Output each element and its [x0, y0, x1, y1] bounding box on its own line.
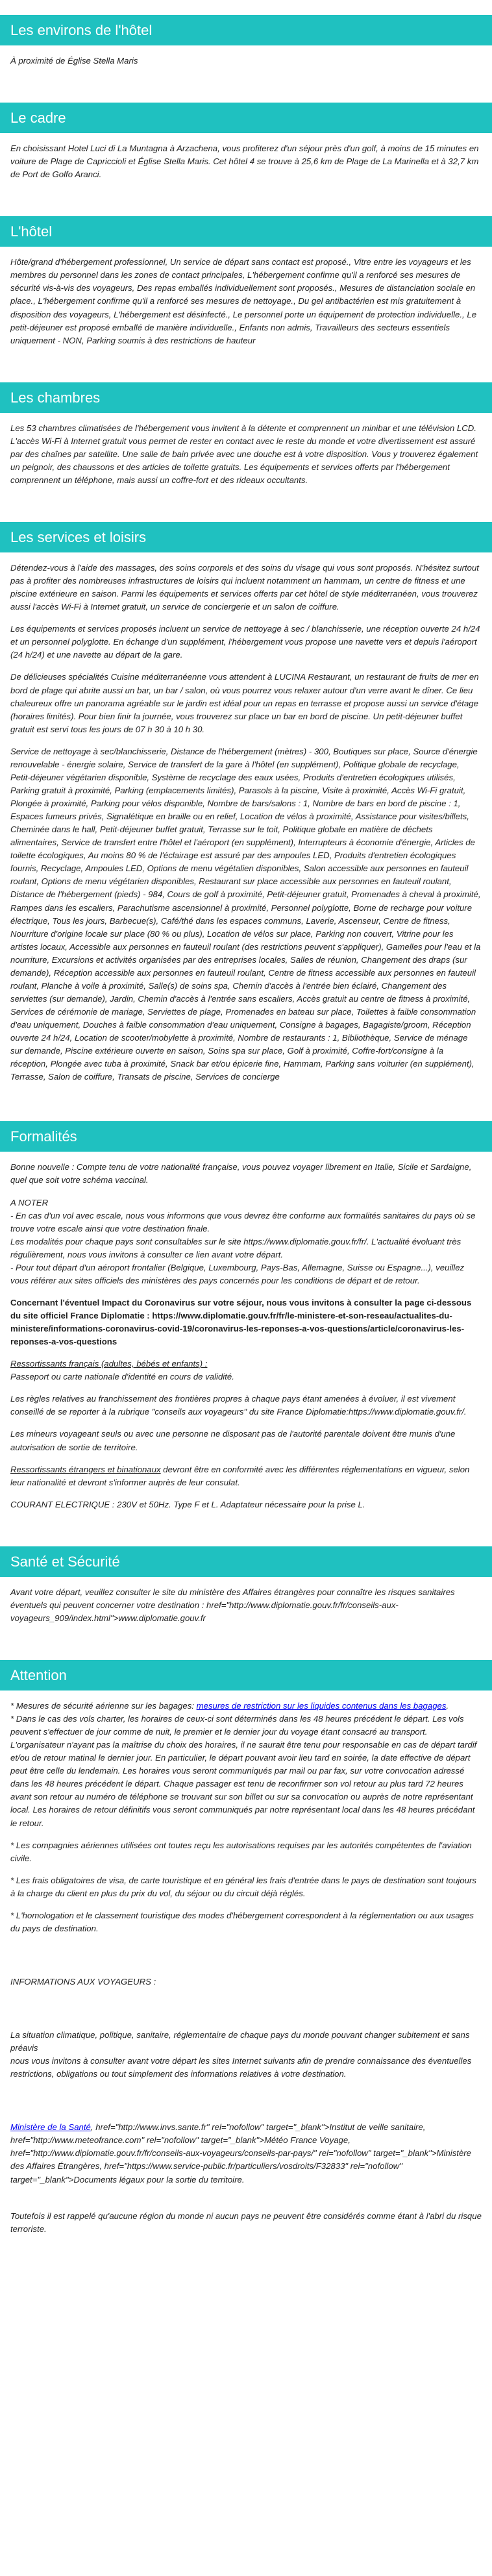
spacer — [10, 1944, 482, 1975]
info-links-text: , href="http://www.invs.sante.fr" rel="nofollow" target="_blank">Institut de veille sanitaire, href="http://www.meteofrance.com" rel="nofollow" target="_blank">Météo France Voyage, href="http://www.diplomatie.gouv.fr/fr/conseils-aux-voyageurs/conseils-par-pays/" rel="nofollow" target="_blank">Ministère des Affaires Étrangères, href="https://www.service-public.fr/particuliers/vosdroits/F32833" rel="nofollow" target="_blank">Documents légaux pour la sortie du territoire. — [10, 2122, 472, 2185]
section-cadre — [0, 103, 492, 216]
courant-text: COURANT ELECTRIQUE : 230V et 50Hz. Type F et L. Adaptateur nécessaire pour la prise L. — [10, 1499, 365, 1509]
spacer — [10, 2196, 482, 2210]
section-sante — [0, 1546, 492, 1660]
nota-line: Les modalités pour chaque pays sont consultables sur le site https://www.diplomatie.gouv.fr/fr/. L'actualité évoluant très régulièrement, nous vous invitons à consulter ce lien avant votre départ. — [10, 1236, 461, 1259]
section-chambres — [0, 382, 492, 522]
covid-notice: Concernant l'éventuel Impact du Coronavirus sur votre séjour, nous vous invitons à consulter la page ci-dessous du site officiel France Diplomatie : https://www.diplomatie.gouv.fr/fr/le-ministere-et-son-reseau/actualites-du-ministere/informations-coronavirus-covid-19/coronavirus-les-reponses-a-vos-questions/article/coronavirus-les-reponses-a-vos-questions — [10, 1297, 472, 1347]
section-heading-formalites: Formalités — [0, 1121, 492, 1152]
services-amenities-list: Service de nettoyage à sec/blanchisserie, Distance de l'hébergement (mètres) - 300, Boutiques sur place, Source d'énergie renouvelable - énergie solaire, Service de transfert de la gare à l'hôtel (en supplément), Politique globale de recyclage, Petit-déjeuner végétarien disponible, Système de recyclage des eaux usées, Produits d'entretien écologiques utilisés, Parking gratuit à proximité, Parking (emplacements limités), Parasols à la piscine, Visite à proximité, Accès Wi-Fi gratuit, Plongée à proximité, Parking pour vélos disponible, Nombre de bars/salons : 1, Nombre de bars en bord de piscine : 1, Espaces fumeurs privés, Signalétique en braille ou en relief, Location de vélos à proximité, Assistance pour visites/billets, Cheminée dans le hall, Petit-déjeuner buffet gratuit, Terrasse sur le toit, Politique globale en matière de déchets alimentaires, Service de transfert entre l'hôtel et l'aéroport (en supplément), Interrupteurs à économie d'énergie, Articles de toilette écologiques, Au moins 80 % de l'éclairage est assuré par des ampoules LED, Produits d'entretien écologiques fournis, Recyclage, Ampoules LED, Options de menu végétalien disponibles, Salon accessible aux personnes en fauteuil roulant, Options de menu végétarien disponibles, Restaurant sur place accessible aux personnes en fauteuil roulant, Distance de l'hébergement (pieds) - 984, Cours de golf à proximité, Petit-déjeuner gratuit, Promenades à cheval à proximité, Rampes dans les escaliers, Parachutisme ascensionnel à proximité, Personnel polyglotte, Borne de recharge pour voiture électrique, Tous les jours, Barbecue(s), Café/thé dans les espaces communs, Laverie, Ascenseur, Centre de fitness, Nourriture d'origine locale sur place (80 % ou plus), Location de vélos sur place, Parking non couvert, Vitrine pour les artistes locaux, Accessible aux personnes en fauteuil roulant (des restrictions peuvent s'appliquer), Gamelles pour l'eau et la nourriture, Excursions et activités organisées par des entreprises locales, Salles de réunion, Changement des draps (sur demande), Réception accessible aux personnes en fauteuil roulant, Centre de fitness accessible aux personnes en fauteuil roulant, Planche à voile à proximité, Salle(s) de soins spa, Chemin d'accès à l'entrée bien éclairé, Changement des serviettes (sur demande), Jardin, Chemin d'accès à l'entrée sans escaliers, Accès gratuit au centre de fitness à proximité, Services de cérémonie de mariage, Serviettes de plage, Promenades en bateau sur place, Toilettes à faible consommation d'eau uniquement, Douches à faible consommation d'eau uniquement, Consigne à bagages, Bagagiste/groom, Réception ouverte 24 h/24, Location de scooter/mobylette à proximité, Nombre de restaurants : 1, Bibliothèque, Service de ménage sur demande, Piscine extérieure ouverte en saison, Soins spa sur place, Golf à proximité, Coffre-fort/consigne à la réception, Plongée avec tuba à proximité, Snack bar et/ou épicerie fine, Hammam, Parking sans voiturier (en supplément), Terrasse, Salon de coiffure, Transats de piscine, Services de concierge — [10, 746, 481, 1082]
section-content — [0, 1690, 492, 2251]
nota-line: - En cas d'un vol avec escale, nous vous informons que vous devrez être conforme aux formalités sanitaires du pays où se trouve votre escale ainsi que votre destination finale. — [10, 1210, 476, 1233]
spacer — [10, 1998, 482, 2029]
spacer — [10, 2090, 482, 2121]
section-content — [0, 552, 492, 1121]
section-heading-sante: Santé et Sécurité — [0, 1546, 492, 1577]
section-services — [0, 522, 492, 1121]
hotel-text: Hôte/grand d'hébergement professionnel, Un service de départ sans contact est proposé., Vitre entre les voyageurs et les membres du personnel dans les zones de contact principales, L'hébergement confirme qu'il a renforcé ses mesures de sécurité vis-à-vis des voyageurs, Des repas emballés individuellement sont proposés., Mesures de distanciation sociale en place., L'hébergement confirme qu'il a renforcé ses mesures de nettoyage., Du gel antibactérien est mis gratuitement à disposition des voyageurs, L'hébergement est désinfecté., Le personnel porte un équipement de protection individuelle., Le petit-déjeuner est proposé emballé de manière individuelle., Enfants non admis, Travailleurs des secteurs essentiels uniquement - NON, Parking soumis à des restrictions de hauteur — [10, 257, 477, 345]
ministere-sante-link[interactable]: Ministère de la Santé — [10, 2122, 91, 2133]
ressortissants-title: Ressortissants français (adultes, bébés et enfants) : — [10, 1359, 208, 1369]
regles-text: Les règles relatives au franchissement des frontières propres à chaque pays étant amenées à évoluer, il est vivement conseillé de se reporter à la rubrique "conseils aux voyageurs" du site France Diplomatie:https://www.diplomatie.gouv.fr/. — [10, 1394, 467, 1417]
section-hotel — [0, 216, 492, 382]
section-content — [0, 1152, 492, 1546]
section-attention — [0, 1660, 492, 2251]
nota-block — [10, 1196, 482, 1287]
mineurs-text: Les mineurs voyageant seuls ou avec une personne ne disposant pas de l'autorité parentale doivent être munis d'une autorisation de sortie de territoire. — [10, 1429, 456, 1452]
services-paragraph: De délicieuses spécialités Cuisine méditerranéenne vous attendent à LUCINA Restaurant, un restaurant de fruits de mer en bord de plage qui abrite aussi un bar, un bar / salon, où vous pourrez vous relaxer autour d'un verre avant le dîner. Ce lieu chaleureux offre un panorama agréable sur le jardin est idéal pour un repas en terrasse et propose aussi un service d'étage (horaires limités). Pour bien finir la journée, vous trouverez sur place un bar en bord de piscine. Un petit-déjeuner buffet gratuit est servi tous les jours de 07 h 30 à 10 h 30. — [10, 672, 479, 734]
section-content — [0, 133, 492, 216]
section-environs — [0, 15, 492, 103]
info-consulter: nous vous invitons à consulter avant votre départ les sites Internet suivants afin de prendre connaissance des éventuelles restrictions, obligations ou tout simplement des informations relatives à votre destination. — [10, 2056, 472, 2079]
section-formalites — [0, 1121, 492, 1546]
section-heading-hotel: L'hôtel — [0, 216, 492, 247]
bagages-restriction-link[interactable]: mesures de restriction sur les liquides contenus dans les bagages — [196, 1700, 447, 1711]
section-heading-environs: Les environs de l'hôtel — [0, 15, 492, 45]
section-content — [0, 247, 492, 382]
nota-line: - Pour tout départ d'un aéroport frontalier (Belgique, Luxembourg, Pays-Bas, Allemagne, Suisse ou Espagne...), veuillez vous référer aux sites officiels des ministères des pays concernés pour les conditions de départ et de retour. — [10, 1262, 465, 1285]
info-terrorisme: Toutefois il est rappelé qu'aucune région du monde ni aucun pays ne peuvent être considérés comme étant à l'abri du risque terroriste. — [10, 2211, 482, 2234]
attention-frais: * Les frais obligatoires de visa, de carte touristique et en général les frais d'entrée dans le pays de destination sont toujours à la charge du client en plus du prix du vol, du séjour ou du circuit déjà réglés. — [10, 1875, 476, 1898]
ressortissants-block — [10, 1357, 482, 1383]
section-content — [0, 413, 492, 522]
ressortissants-text: Passeport ou carte nationale d'identité en cours de validité. — [10, 1372, 234, 1382]
attention-compagnies: * Les compagnies aériennes utilisées ont toutes reçu les autorisations requises par les autorités compétentes de l'aviation civile. — [10, 1840, 472, 1863]
bagages-suffix: . — [446, 1700, 449, 1711]
attention-vols-charter: * Dans le cas des vols charter, les horaires de ceux-ci sont déterminés dans les 48 heures précédent le départ. Les vols peuvent s'effectuer de jour comme de nuit, le premier et le dernier jour du voyage étant consacré au transport. L'organisateur n'ayant pas la maîtrise du choix des horaires, il ne saurait être tenu pour responsable en cas de départ tardif et/ou de retour matinal le dernier jour. En particulier, le départ pouvant avoir lieu tard en soirée, la date effective de départ peut être celle du lendemain. Les horaires vous seront communiqués par mail ou par fax, sur votre convocation adressé dans les 48 heures précédent le départ. Chaque passager est tenu de reconfirmer son vol retour au plus tard 72 heures avant son retour au numéro de téléphone se trouvant sur son billet ou sur sa convocation ou auprès de notre représentant local. Les horaires de retour définitifs vous seront communiqués par notre représentant local dans les 48 heures précédant le retour. — [10, 1714, 477, 1828]
environs-text: À proximité de Église Stella Maris — [10, 56, 138, 66]
info-links — [10, 2121, 482, 2186]
services-paragraph: Les équipements et services proposés incluent un service de nettoyage à sec / blanchisserie, une réception ouverte 24 h/24 et un personnel polyglotte. En échange d'un supplément, l'hébergement vous propose une navette vers et depuis l'aéroport (24 h/24) et une navette au départ de la gare. — [10, 624, 480, 660]
nota-title: A NOTER — [10, 1197, 49, 1208]
chambres-text: Les 53 chambres climatisées de l'hébergement vous invitent à la détente et comprennent un minibar et une télévision LCD. L'accès Wi-Fi à Internet gratuit vous permet de rester en contact avec le reste du monde et votre divertissement est assuré par des chaînes par satellite. Une salle de bain privée avec une douche est à votre disposition. Vous y trouverez également un peignoir, des chaussons et des articles de toilette gratuits. Les équipements et services offerts par l'hébergement comprennent un téléphone, mais aussi un coffre-fort et des rideaux occultants. — [10, 423, 478, 485]
section-content — [0, 45, 492, 103]
section-heading-cadre: Le cadre — [0, 103, 492, 133]
page — [0, 15, 492, 2251]
etrangers-block — [10, 1463, 482, 1489]
services-paragraph: Détendez-vous à l'aide des massages, des soins corporels et des soins du visage qui vous sont proposés. N'hésitez surtout pas à profiter des nombreuses infrastructures de loisirs qui incluent notamment un hammam, un centre de fitness et une piscine extérieure en saison. Parmi les équipements et services offerts par cet hôtel de style méditerranéen, vous trouverez aussi l'accès Wi-Fi à Internet gratuit, un service de conciergerie et un salon de coiffure. — [10, 563, 479, 612]
etrangers-text: devront être en conformité avec les différentes réglementations en vigueur, selon leur nationalité et devront s'informer auprès de leur consulat. — [10, 1464, 470, 1487]
section-heading-attention: Attention — [0, 1660, 492, 1690]
cadre-text: En choisissant Hotel Luci di La Muntagna à Arzachena, vous profiterez d'un séjour près d'un golf, à moins de 15 minutes en voiture de Plage de Capriccioli et Église Stella Maris. Cet hôtel 4 se trouve à 25,6 km de Plage de La Marinella et à 32,7 km de Port de Golfo Aranci. — [10, 143, 479, 180]
section-heading-services: Les services et loisirs — [0, 522, 492, 552]
etrangers-title: Ressortissants étrangers et binationaux — [10, 1464, 161, 1474]
section-content — [0, 1577, 492, 1660]
section-heading-chambres: Les chambres — [0, 382, 492, 413]
sante-text: Avant votre départ, veuillez consulter le site du ministère des Affaires étrangères pour connaître les risques sanitaires éventuels qui peuvent concerner votre destination : href="http://www.diplomatie.gouv.fr/fr/conseils-aux-voyageurs_909/index.html">www.diplomatie.gouv.fr — [10, 1587, 455, 1623]
attention-homologation: * L'homologation et le classement touristique des modes d'hébergement correspondent à la réglementation ou aux usages du pays de destination. — [10, 1910, 474, 1933]
info-voyageurs-title: INFORMATIONS AUX VOYAGEURS : — [10, 1976, 156, 1987]
attention-bagages — [10, 1700, 482, 1713]
bagages-prefix: * Mesures de sécurité aérienne sur les bagages: — [10, 1700, 197, 1711]
formalites-intro: Bonne nouvelle : Compte tenu de votre nationalité française, vous pouvez voyager librement en Italie, Sicile et Sardaigne, quel que soit votre schéma vaccinal. — [10, 1162, 472, 1185]
info-situation: La situation climatique, politique, sanitaire, réglementaire de chaque pays du monde pouvant changer subitement et sans préavis — [10, 2030, 470, 2053]
